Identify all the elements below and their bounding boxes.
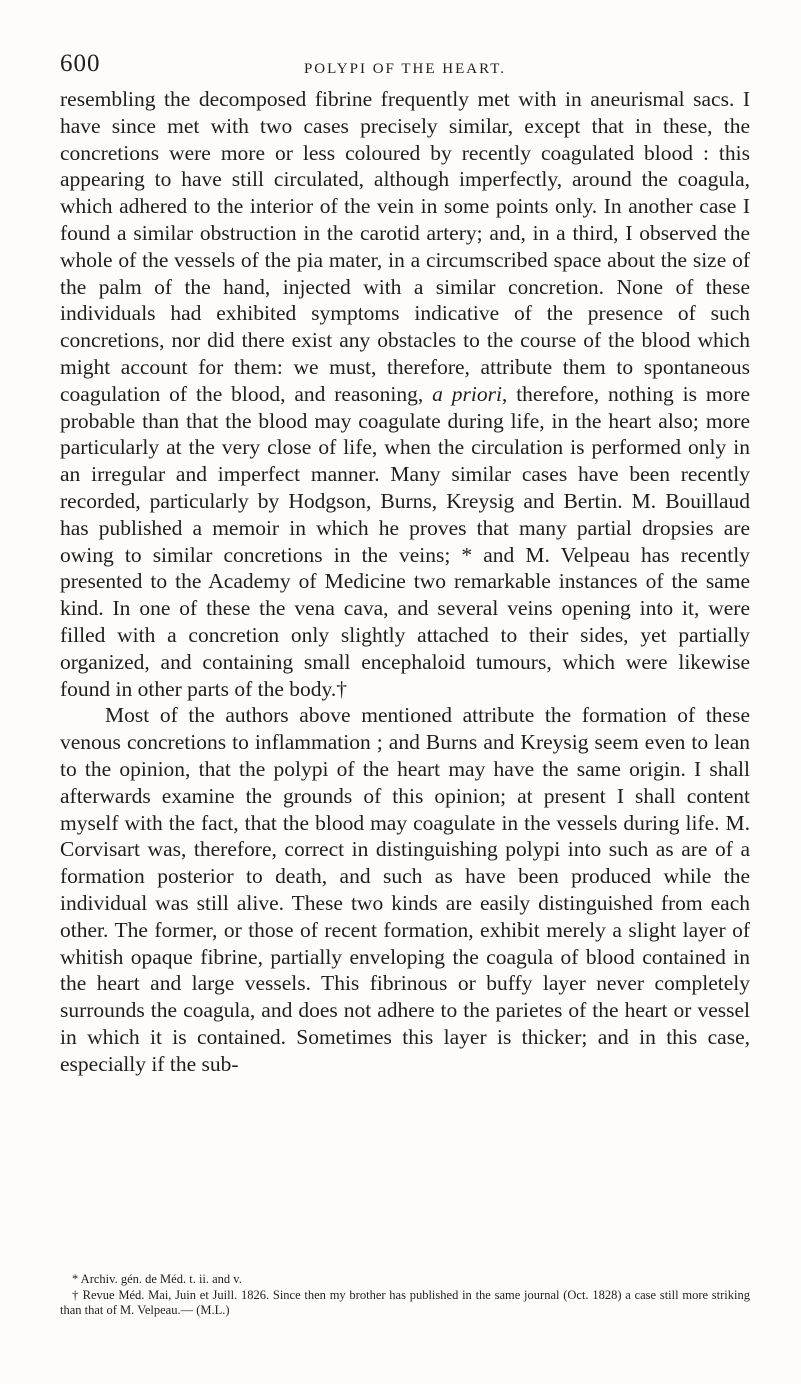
- page-number: 600: [60, 50, 101, 77]
- paragraph-1-text-continued: therefore, nothing is more probable than that the blood may coagulate during life, in the heart also; more particularly at the very close of life, when the circulation is performed only in an irregular and imperfect manner. Many similar cases have been recently recorded, particularly by Hodgson, Burns, Kreysig and Bertin. M. Bouillaud has published a memoir in which he proves that many partial dropsies are owing to similar concretions in the veins; * and M. Velpeau has recently presented to the Academy of Medicine two remarkable instances of the same kind. In one of these the vena cava, and several veins opening into it, were filled with a concretion only slightly attached to their sides, yet partially organized, and containing small encephaloid tumours, which were likewise found in other parts of the body.†: [60, 381, 751, 701]
- running-head: POLYPI OF THE HEART.: [303, 61, 507, 77]
- footnote-2: † Revue Méd. Mai, Juin et Juill. 1826. Since then my brother has published in the same journal (Oct. 1828) a case still more striking than that of M. Velpeau.— (M.L.): [60, 1287, 750, 1317]
- italic-a-priori: a priori,: [432, 381, 508, 406]
- paragraph-1: [60, 86, 750, 702]
- footnotes: [60, 1272, 750, 1319]
- page-header: [60, 50, 750, 86]
- body-text: [60, 86, 750, 1077]
- footnote-1: * Archiv. gén. de Méd. t. ii. and v.: [72, 1272, 242, 1286]
- paragraph-2: Most of the authors above mentioned attribute the formation of these venous concretions to inflammation ; and Burns and Kreysig seem even to lean to the opinion, that the polypi of the heart may have the same origin. I shall afterwards examine the grounds of this opinion; at present I shall content myself with the fact, that the blood may coagulate in the vessels during life. M. Corvisart was, therefore, correct in distinguishing polypi into such as are of a formation posterior to death, and such as have been produced while the individual was still alive. These two kinds are easily distinguished from each other. The former, or those of recent formation, exhibit merely a slight layer of whitish opaque fibrine, partially enveloping the coagula of blood contained in the heart and large vessels. This fibrinous or buffy layer never completely surrounds the coagula, and does not adhere to the parietes of the heart or vessel in which it is contained. Sometimes this layer is thicker; and in this case, especially if the sub-: [60, 703, 750, 1076]
- paragraph-1-text: resembling the decomposed fibrine frequently met with in aneurismal sacs. I have since met with two cases precisely similar, except that in these, the concretions were more or less coloured by recently coagulated blood : this appearing to have still circulated, although imperfectly, around the coagula, which adhered to the interior of the vein in some points only. In another case I found a similar obstruction in the carotid artery; and, in a third, I observed the whole of the vessels of the pia mater, in a circumscribed space about the size of the palm of the hand, injected with a similar concretion. None of these individuals had exhibited symptoms indicative of the presence of such concretions, nor did there exist any obstacles to the course of the blood which might account for them: we must, therefore, attribute them to spontaneous coagulation of the blood, and reasoning,: [60, 87, 750, 406]
